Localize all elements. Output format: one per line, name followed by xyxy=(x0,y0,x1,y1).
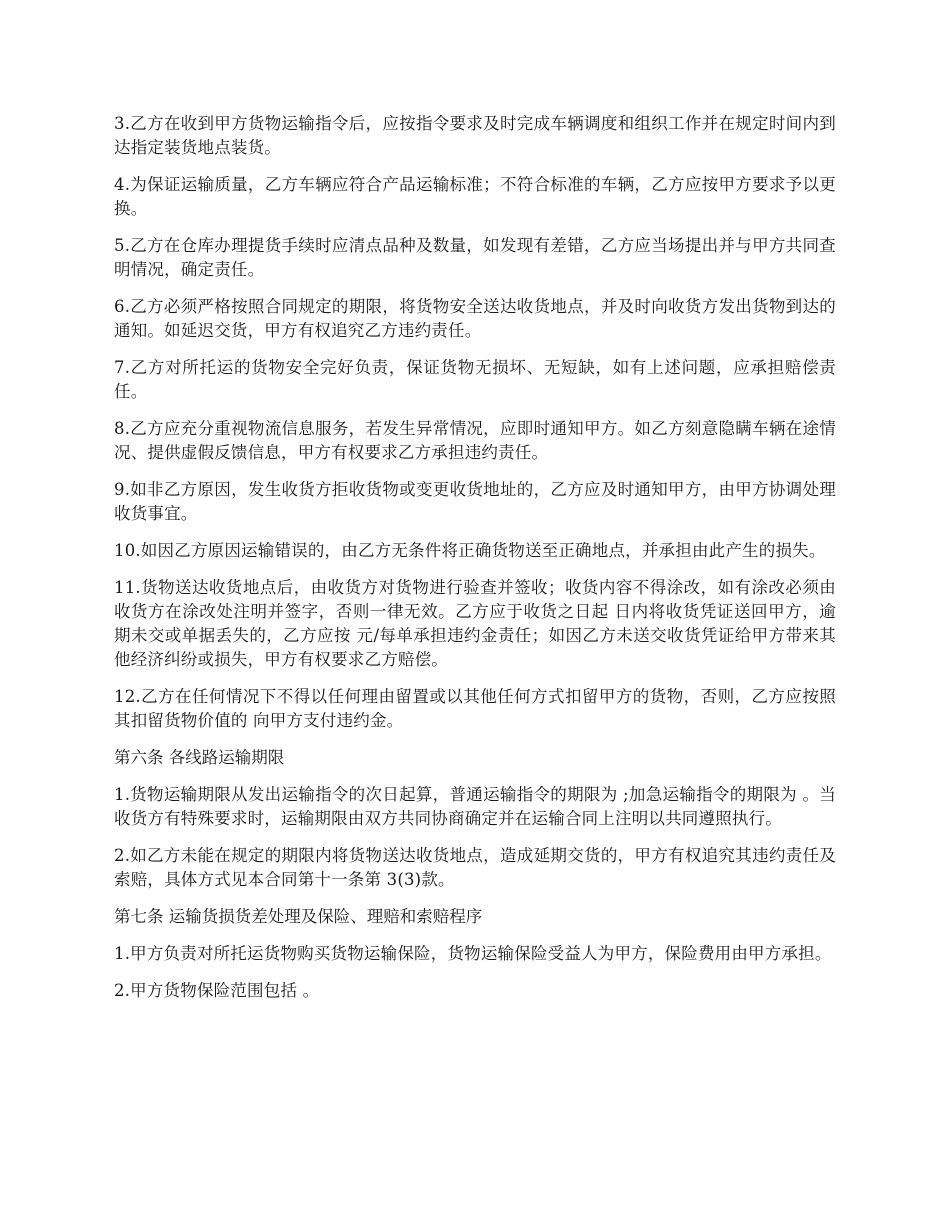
article-6-clause-2: 2.如乙方未能在规定的期限内将货物送达收货地点，造成延期交货的，甲方有权追究其违约责任及索赔，具体方式见本合同第十一条第 3(3)款。 xyxy=(114,846,836,889)
article-6-heading: 第六条 各线路运输期限 xyxy=(114,748,285,767)
clause-7: 7.乙方对所托运的货物安全完好负责，保证货物无损坏、无短缺，如有上述问题，应承担赔偿责任。 xyxy=(114,358,836,401)
article-7-clause-2: 2.甲方货物保险范围包括 。 xyxy=(114,981,320,1000)
clause-10: 10.如因乙方原因运输错误的，由乙方无条件将正确货物送至正确地点，并承担由此产生的损失。 xyxy=(114,541,826,560)
clause-4: 4.为保证运输质量，乙方车辆应符合产品运输标准；不符合标准的车辆，乙方应按甲方要求予以更换。 xyxy=(114,175,836,218)
clause-9: 9.如非乙方原因，发生收货方拒收货物或变更收货地址的，乙方应及时通知甲方，由甲方协调处理收货事宜。 xyxy=(114,480,836,523)
clause-8: 8.乙方应充分重视物流信息服务，若发生异常情况，应即时通知甲方。如乙方刻意隐瞒车辆在途情况、提供虚假反馈信息，甲方有权要求乙方承担违约责任。 xyxy=(114,419,836,462)
clause-5: 5.乙方在仓库办理提货手续时应清点品种及数量，如发现有差错，乙方应当场提出并与甲方共同查明情况，确定责任。 xyxy=(114,236,836,279)
article-7-clause-1: 1.甲方负责对所托运货物购买货物运输保险，货物运输保险受益人为甲方，保险费用由甲方承担。 xyxy=(114,944,832,963)
clause-6: 6.乙方必须严格按照合同规定的期限，将货物安全送达收货地点，并及时向收货方发出货物到达的通知。如延迟交货，甲方有权追究乙方违约责任。 xyxy=(114,297,836,340)
article-7-heading: 第七条 运输货损货差处理及保险、理赔和索赔程序 xyxy=(114,907,483,926)
clause-11: 11.货物送达收货地点后，由收货方对货物进行验查并签收；收货内容不得涂改，如有涂改必须由收货方在涂改处注明并签字，否则一律无效。乙方应于收货之日起 日内将收货凭证送回甲方，逾期未交或单据丢失的，乙方应按 元/每单承担违约金责任；如因乙方未送交收货凭证给甲方带来其他经济纠纷或损失，甲方有权要求乙方赔偿。 xyxy=(114,578,836,669)
article-6-clause-1: 1.货物运输期限从发出运输指令的次日起算，普通运输指令的期限为 ;加急运输指令的期限为 。当收货方有特殊要求时，运输期限由双方共同协商确定并在运输合同上注明以共同遵照执行。 xyxy=(114,785,836,828)
clause-3: 3.乙方在收到甲方货物运输指令后，应按指令要求及时完成车辆调度和组织工作并在规定时间内到达指定装货地点装货。 xyxy=(114,114,836,157)
clause-12: 12.乙方在任何情况下不得以任何理由留置或以其他任何方式扣留甲方的货物，否则，乙方应按照其扣留货物价值的 向甲方支付违约金。 xyxy=(114,687,836,730)
